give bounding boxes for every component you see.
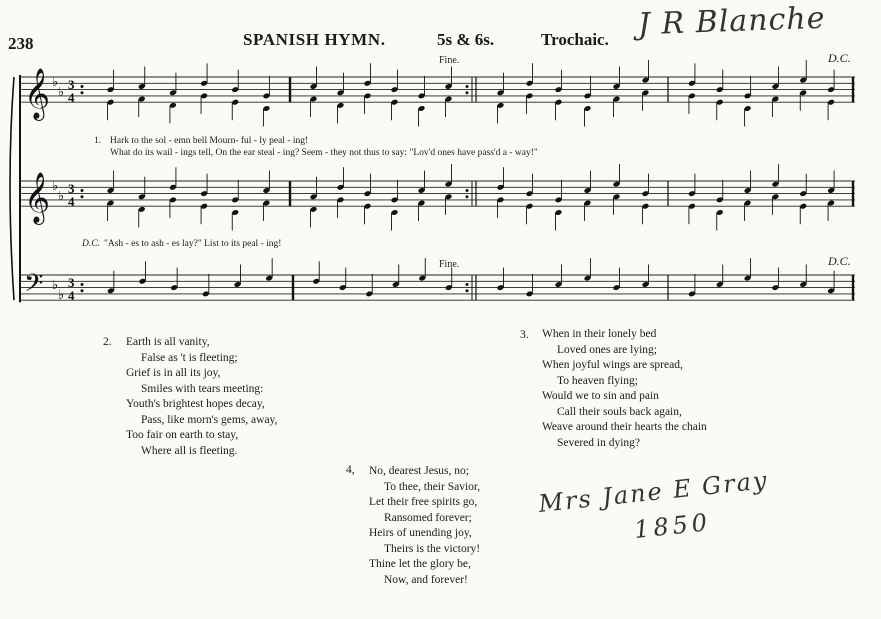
verse-2 — [126, 335, 277, 459]
repeat-dot — [466, 195, 469, 198]
repeat-dot — [81, 195, 84, 198]
clef-treble: 𝄞 — [24, 68, 51, 120]
key-signature-flat: ♭ — [52, 75, 59, 90]
verse-line: Grief is in all its joy, — [126, 367, 221, 379]
verse-line: Heirs of unending joy, — [369, 527, 472, 539]
key-signature-flat: ♭ — [58, 189, 65, 204]
verse-line: Weave around their hearts the chain — [542, 421, 707, 433]
key-signature-flat: ♭ — [52, 278, 59, 293]
repeat-dot — [81, 189, 84, 192]
key-signature-flat: ♭ — [58, 288, 65, 303]
verse-line: To thee, their Savior, — [384, 480, 481, 493]
dc-mark-bass: D.C. — [828, 254, 851, 268]
verse-line: Theirs is the victory! — [384, 542, 481, 555]
verse-line: No, dearest Jesus, no; — [369, 465, 469, 477]
verse-number: 4, — [346, 464, 355, 476]
dc-mark-top: D.C. — [828, 51, 851, 65]
verse-line: Too fair on earth to stay, — [126, 429, 239, 441]
verse-line: Smiles with tears meeting: — [141, 382, 264, 395]
time-signature: 3 — [68, 181, 75, 196]
hymn-title: SPANISH HYMN. — [243, 30, 386, 49]
verse-line: Loved ones are lying; — [557, 343, 657, 356]
lyric-line-1-number: 1. — [94, 136, 102, 146]
handwritten-inscription-year: 1850 — [632, 508, 713, 544]
time-signature: 3 — [68, 77, 75, 92]
time-signature: 4 — [68, 288, 75, 303]
verse-line: Youth's brightest hopes decay, — [126, 398, 265, 410]
time-signature: 4 — [68, 90, 75, 105]
repeat-dot — [466, 85, 469, 88]
verse-line: When joyful wings are spread, — [542, 359, 683, 371]
key-signature-flat: ♭ — [58, 85, 65, 100]
fine-mark-top: Fine. — [439, 55, 460, 66]
repeat-dot — [81, 91, 84, 94]
lyric-line-2: What do its wail - ings tell, On the ear steal - ing? Seem - they not thus to say: "Lov'd ones have pass'd a - way!" — [110, 148, 538, 158]
verse-4 — [369, 464, 480, 588]
verse-line: Would we to sin and pain — [542, 390, 659, 402]
repeat-dot — [466, 283, 469, 286]
verse-line: When in their lonely bed — [542, 328, 657, 340]
clef-bass: 𝄢 — [24, 269, 44, 305]
hymn-rhythm: Trochaic. — [541, 30, 609, 49]
verse-3 — [542, 327, 707, 451]
repeat-dot — [466, 289, 469, 292]
verse-line: Ransomed forever; — [384, 511, 472, 524]
page-number: 238 — [8, 34, 34, 53]
key-signature-flat: ♭ — [52, 179, 59, 194]
handwritten-inscription-name: Mrs Jane E Gray — [537, 466, 770, 518]
handwritten-signature: J R Blanche — [637, 0, 826, 43]
verse-line: Pass, like morn's gems, away, — [141, 413, 278, 426]
fine-mark-bass: Fine. — [439, 259, 460, 270]
hymn-meter: 5s & 6s. — [437, 30, 495, 49]
repeat-dot — [466, 91, 469, 94]
time-signature: 4 — [68, 194, 75, 209]
system-brace — [10, 77, 14, 300]
verse-line: Thine let the glory be, — [369, 558, 471, 570]
verse-line: False as 't is fleeting; — [141, 351, 238, 364]
lyric-line-3-prefix: D.C. — [82, 239, 100, 249]
repeat-dot — [81, 283, 84, 286]
verse-line: Earth is all vanity, — [126, 336, 210, 348]
verse-line: Now, and forever! — [384, 573, 468, 586]
repeat-dot — [81, 85, 84, 88]
verse-line: Severed in dying? — [557, 436, 641, 449]
repeat-dot — [81, 289, 84, 292]
clef-treble: 𝄞 — [24, 172, 51, 224]
verse-number: 2. — [103, 336, 112, 348]
verse-line: To heaven flying; — [557, 374, 638, 387]
time-signature: 3 — [68, 275, 75, 290]
verse-line: Where all is fleeting. — [141, 444, 238, 457]
repeat-dot — [466, 189, 469, 192]
lyric-line-3: "Ash - es to ash - es lay?" List to its peal - ing! — [104, 239, 282, 249]
verse-line: Call their souls back again, — [557, 405, 682, 418]
lyric-line-1: Hark to the sol - emn bell Mourn- ful - ly peal - ing! — [110, 136, 309, 146]
verse-number: 3. — [520, 329, 529, 341]
verse-line: Let their free spirits go, — [369, 496, 478, 508]
